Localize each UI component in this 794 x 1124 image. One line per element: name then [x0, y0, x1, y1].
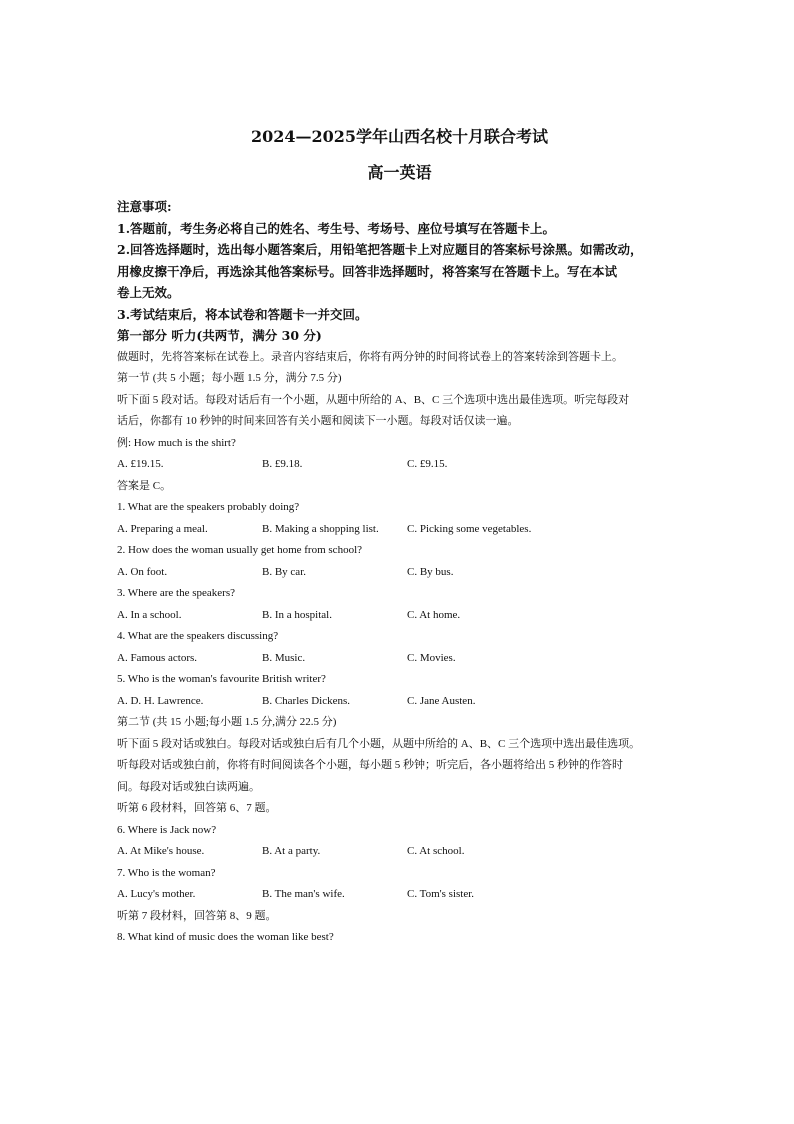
option-a: A. Lucy's mother.: [117, 888, 196, 900]
option-c: C. Picking some vegetables.: [407, 522, 532, 535]
question-text: 5. Who is the woman's favourite British writer?: [117, 673, 326, 685]
option-a: A. In a school.: [117, 608, 182, 621]
question-options: [117, 841, 682, 863]
example-answer: 答案是 C。: [117, 479, 172, 492]
section1-instruction: 听下面 5 段对话。每段对话后有一个小题，从题中所给的 A、B、C 三个选项中选出最佳选项。听完每段对: [117, 393, 630, 406]
notes-item: 用橡皮擦干净后，再选涂其他答案标号。回答非选择题时，将答案写在答题卡上。写在本试: [117, 263, 618, 279]
option-a: A. Famous actors.: [117, 651, 198, 664]
question-options: [117, 884, 682, 906]
exam-page: [117, 124, 682, 949]
section1-instruction: 话后，你都有 10 秒钟的时间来回答有关小题和阅读下一小题。每段对话仅读一遍。: [117, 415, 519, 427]
option-c: C. Tom's sister.: [407, 888, 475, 900]
question-text: 1. What are the speakers probably doing?: [117, 501, 300, 513]
option-c: C. At school.: [407, 845, 465, 857]
option-a: A. At Mike's house.: [117, 845, 205, 857]
material-note: 听第 6 段材料，回答第 6、7 题。: [117, 802, 277, 814]
part1-intro: 做题时，先将答案标在试卷上。录音内容结束后，你将有两分钟的时间将试卷上的答案转涂到答题卡上。: [117, 350, 623, 363]
section2-heading: 第二节 (共 15 小题;每小题 1.5 分,满分 22.5 分): [117, 716, 337, 728]
option-a: A. On foot.: [117, 565, 168, 578]
question-text: 7. Who is the woman?: [117, 866, 216, 879]
option-c: C. Movies.: [407, 651, 456, 664]
material-note: 听第 7 段材料，回答第 8、9 题。: [117, 909, 277, 922]
option-b: B. Charles Dickens.: [262, 694, 350, 707]
part1-heading: 第一部分 听力(共两节，满分 30 分): [117, 328, 322, 343]
example-options: [117, 454, 682, 476]
option-b: B. In a hospital.: [262, 608, 332, 621]
option-b: B. By car.: [262, 565, 306, 578]
option-b: B. Making a shopping list.: [262, 522, 379, 535]
notes-item: 3.考试结束后，将本试卷和答题卡一并交回。: [117, 306, 368, 322]
option-b: B. £9.18.: [262, 458, 303, 470]
question-options: [117, 605, 682, 627]
notes-item: 卷上无效。: [117, 285, 180, 300]
question-options: [117, 519, 682, 541]
question-options: [117, 648, 682, 670]
option-b: B. The man's wife.: [262, 888, 345, 900]
option-c: C. Jane Austen.: [407, 694, 476, 707]
exam-title: 2024—2025学年山西名校十月联合考试: [250, 127, 549, 146]
option-a: A. £19.15.: [117, 458, 164, 470]
question-text: 4. What are the speakers discussing?: [117, 630, 279, 642]
question-text: 8. What kind of music does the woman like best?: [117, 931, 334, 943]
exam-subject: 高一英语: [367, 163, 432, 182]
section1-heading: 第一节 (共 5 小题；每小题 1.5 分，满分 7.5 分): [117, 372, 342, 384]
option-b: B. At a party.: [262, 845, 321, 857]
notes-heading: 注意事项:: [117, 199, 172, 214]
option-c: C. £9.15.: [407, 458, 448, 470]
notes-item: 1.答题前，考生务必将自己的姓名、考生号、考场号、座位号填写在答题卡上。: [117, 220, 556, 236]
question-text: 6. Where is Jack now?: [117, 823, 217, 836]
section2-instruction: 间。每段对话或独白读两遍。: [117, 780, 260, 793]
option-a: A. D. H. Lawrence.: [117, 694, 204, 707]
question-options: [117, 691, 682, 713]
question-text: 2. How does the woman usually get home from school?: [117, 544, 363, 556]
example-question: 例: How much is the shirt?: [117, 436, 236, 449]
question-options: [117, 562, 682, 584]
option-c: C. By bus.: [407, 565, 454, 578]
section2-instruction: 听每段对话或独白前，你将有时间阅读各个小题，每小题 5 秒钟；听完后，各小题将给出 5 秒钟的作答时: [117, 759, 623, 771]
notes-item: 2.回答选择题时，选出每小题答案后，用铅笔把答题卡上对应题目的答案标号涂黑。如需改动，: [117, 242, 643, 257]
option-a: A. Preparing a meal.: [117, 522, 208, 535]
option-b: B. Music.: [262, 651, 306, 664]
question-text: 3. Where are the speakers?: [117, 587, 235, 599]
option-c: C. At home.: [407, 608, 461, 621]
section2-instruction: 听下面 5 段对话或独白。每段对话或独白后有几个小题，从题中所给的 A、B、C 三个选项中选出最佳选项。: [117, 737, 641, 750]
